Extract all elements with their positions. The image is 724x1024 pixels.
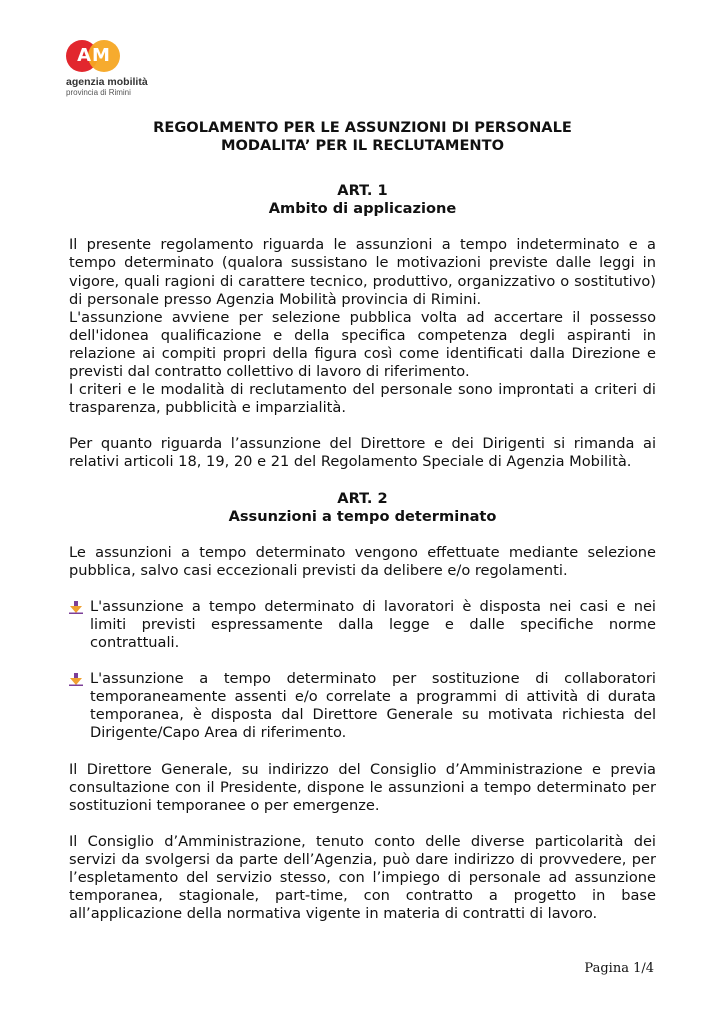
bullet-text-1: L'assunzione a tempo determinato di lavoratori è disposta nei casi e nei limiti previsti espressamente dalla legge e dalle specifiche norme contrattuali. [90,597,656,652]
art1-paragraph-2: L'assunzione avviene per selezione pubblica volta ad accertare il possesso dell'idonea qualificazione e della specifica competenza degli aspiranti in relazione ai compiti propri della figura così come identificati dalla Direzione e previsti dal contratto collettivo di lavoro di riferimento. [69,308,656,381]
list-item [69,670,656,742]
art2-heading: Assunzioni a tempo determinato [228,507,497,525]
page-number: Pagina 1/4 [584,961,654,976]
logo-subtitle: provincia di Rimini [66,88,131,97]
logo-name: agenzia mobilità [66,76,148,88]
art1-number: ART. 1 [337,182,388,200]
art1-paragraph-4: Per quanto riguarda l’assunzione del Direttore e dei Dirigenti si rimanda ai relativi articoli 18, 19, 20 e 21 del Regolamento Speciale di Agenzia Mobilità. [69,435,656,471]
document-title-line2: MODALITA’ PER IL RECLUTAMENTO [221,137,504,155]
list-item [69,598,656,652]
document-body [69,119,656,923]
art2-paragraph-3: Il Consiglio d’Amministrazione, tenuto conto delle diverse particolarità dei servizi da svolgersi da parte dell’Agenzia, può dare indirizzo di provvedere, per l’espletamento del servizio stesso, con l’impiego di personale ad assunzione temporanea, stagionale, part-time, con contratto a progetto in base all’applicazione della normativa vigente in materia di contratti di lavoro. [69,832,656,923]
logo-mark [66,40,122,74]
art2-number: ART. 2 [337,489,388,507]
art1-paragraph-3: I criteri e le modalità di reclutamento del personale sono improntati a criteri di trasparenza, pubblicità e imparzialità. [69,381,656,417]
agency-logo [66,40,148,98]
art1-paragraph-1: Il presente regolamento riguarda le assunzioni a tempo indeterminato e a tempo determinato (qualora sussistano le motivazioni previste dalle leggi in vigore, quali ragioni di carattere tecnico, produttivo, organizzativo o sostitutivo) di personale presso Agenzia Mobilità provincia di Rimini. [69,236,656,308]
art1-heading: Ambito di applicazione [268,200,457,218]
bullet-text-2: L'assunzione a tempo determinato per sostituzione di collaboratori temporaneamente assenti e/o correlate a programmi di attività di durata temporanea, è disposta dal Direttore Generale su motivata richiesta del Dirigente/Capo Area di riferimento. [90,670,656,742]
logo-letters: AM [77,45,111,66]
art2-paragraph-1: Le assunzioni a tempo determinato vengono effettuate mediante selezione pubblica, salvo casi eccezionali previsti da delibere e/o regolamenti. [69,543,656,579]
arrow-down-bullet-icon [69,670,90,742]
document-title-line1: REGOLAMENTO PER LE ASSUNZIONI DI PERSONALE [153,119,572,136]
arrow-down-bullet-icon [69,598,90,652]
art2-paragraph-2: Il Direttore Generale, su indirizzo del Consiglio d’Amministrazione e previa consultazione con il Presidente, dispone le assunzioni a tempo determinato per sostituzioni temporanee o per emergenze. [69,760,656,814]
